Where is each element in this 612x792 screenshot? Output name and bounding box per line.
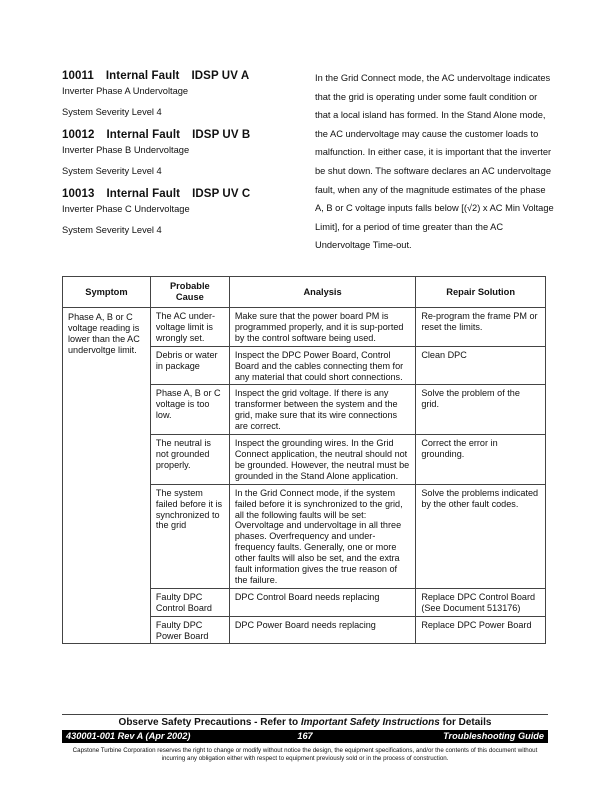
repair-cell: Solve the problems indicated by the other fault codes. xyxy=(416,484,546,588)
analysis-cell: Inspect the grid voltage. If there is any transformer between the system and the grid, make sure that its wire connections are correct. xyxy=(229,385,416,435)
cause-cell: The neutral is not grounded properly. xyxy=(150,435,229,485)
safety-suffix: for Details xyxy=(439,717,492,728)
footer-bar xyxy=(62,730,548,743)
fault-heading xyxy=(62,188,302,200)
analysis-cell: Inspect the grounding wires. In the Grid Connect application, the neutral should not be grounded. However, the neutral must be grounded in the Stand Alone application. xyxy=(229,435,416,485)
cause-cell: The AC under-voltage limit is wrongly set. xyxy=(150,308,229,347)
fault-title: Internal Fault xyxy=(106,188,181,200)
page-number: 167 xyxy=(297,731,313,741)
fault-10013 xyxy=(62,188,302,240)
symptom-cell: Phase A, B or C voltage reading is lower than the AC undervoltge limit. xyxy=(63,308,151,644)
troubleshooting-table xyxy=(62,276,546,644)
fault-description: Inverter Phase C Undervoltage xyxy=(62,204,190,214)
footer-divider xyxy=(62,714,548,715)
fault-code: 10013 xyxy=(62,188,95,200)
fault-10011 xyxy=(62,70,302,122)
analysis-cell: Make sure that the power board PM is programmed properly, and it is sup-ported by the control software being used. xyxy=(229,308,416,347)
fault-title: Internal Fault xyxy=(105,70,180,82)
safety-prefix: Observe Safety Precautions - Refer to xyxy=(118,717,301,728)
cause-cell: Faulty DPC Power Board xyxy=(150,616,229,644)
header-analysis: Analysis xyxy=(229,277,416,308)
analysis-cell: DPC Control Board needs replacing xyxy=(229,588,416,616)
repair-cell: Correct the error in grounding. xyxy=(416,435,546,485)
analysis-cell: In the Grid Connect mode, if the system failed before it is synchronized to the grid, all the following faults will be set: Overvoltage and undervoltage in all three phases. Overfrequency and under-frequency faults. Generally, one or more other faults will also be set, and the extra fault information gives the true reason of the failure. xyxy=(229,484,416,588)
cause-cell: Faulty DPC Control Board xyxy=(150,588,229,616)
fault-title: Internal Fault xyxy=(106,129,181,141)
document-number: 430001-001 Rev A (Apr 2002) xyxy=(66,731,191,741)
fault-severity: System Severity Level 4 xyxy=(62,107,162,117)
fault-code: 10011 xyxy=(62,70,94,82)
cause-cell: Phase A, B or C voltage is too low. xyxy=(150,385,229,435)
fault-tag: IDSP UV B xyxy=(192,129,251,141)
repair-cell: Re-program the frame PM or reset the limits. xyxy=(416,308,546,347)
safety-reference: Important Safety Instructions xyxy=(300,717,440,728)
legal-disclaimer: Capstone Turbine Corporation reserves the right to change or modify without notice the design, the equipment specifications, and/or the contents of this document without incurring any obligation either with respect to equipment previously sold or in the process of construction. xyxy=(72,747,538,762)
repair-cell: Solve the problem of the grid. xyxy=(416,385,546,435)
cause-cell: Debris or water in package xyxy=(150,346,229,385)
repair-cell: Replace DPC Control Board (See Document 513176) xyxy=(416,588,546,616)
table-row xyxy=(63,308,546,347)
fault-explanation: In the Grid Connect mode, the AC undervoltage indicates that the grid is operating under some fault condition or that a local island has formed. In the Stand Alone mode, the AC undervoltage may cause the customer loads to malfunction. In either case, it is important that the inverter be shut down. The software declares an AC undervoltage fault, when any of the magnitude estimates of the phase A, B or C voltage inputs falls below [(√2) x AC Min Voltage Limit], for a period of time greater than the AC Undervoltage Time-out. xyxy=(315,73,554,251)
analysis-cell: Inspect the DPC Power Board, Control Board and the cables connecting them for any material that could short connections. xyxy=(229,346,416,385)
fault-list xyxy=(62,70,302,247)
fault-code: 10012 xyxy=(62,129,95,141)
header-repair: Repair Solution xyxy=(416,277,546,308)
header-cause: Probable Cause xyxy=(150,277,229,308)
fault-severity: System Severity Level 4 xyxy=(62,225,162,235)
fault-10012 xyxy=(62,129,302,181)
analysis-cell: DPC Power Board needs replacing xyxy=(229,616,416,644)
fault-severity: System Severity Level 4 xyxy=(62,166,162,176)
fault-heading xyxy=(62,70,302,82)
cause-cell: The system failed before it is synchronized to the grid xyxy=(150,484,229,588)
fault-tag: IDSP UV C xyxy=(192,188,251,200)
fault-heading xyxy=(62,129,302,141)
header-symptom: Symptom xyxy=(63,277,151,308)
fault-description: Inverter Phase B Undervoltage xyxy=(62,145,190,155)
safety-notice xyxy=(62,717,548,728)
guide-name: Troubleshooting Guide xyxy=(443,731,544,741)
repair-cell: Clean DPC xyxy=(416,346,546,385)
table-header-row xyxy=(63,277,546,308)
repair-cell: Replace DPC Power Board xyxy=(416,616,546,644)
fault-description: Inverter Phase A Undervoltage xyxy=(62,86,189,96)
fault-tag: IDSP UV A xyxy=(191,70,250,82)
